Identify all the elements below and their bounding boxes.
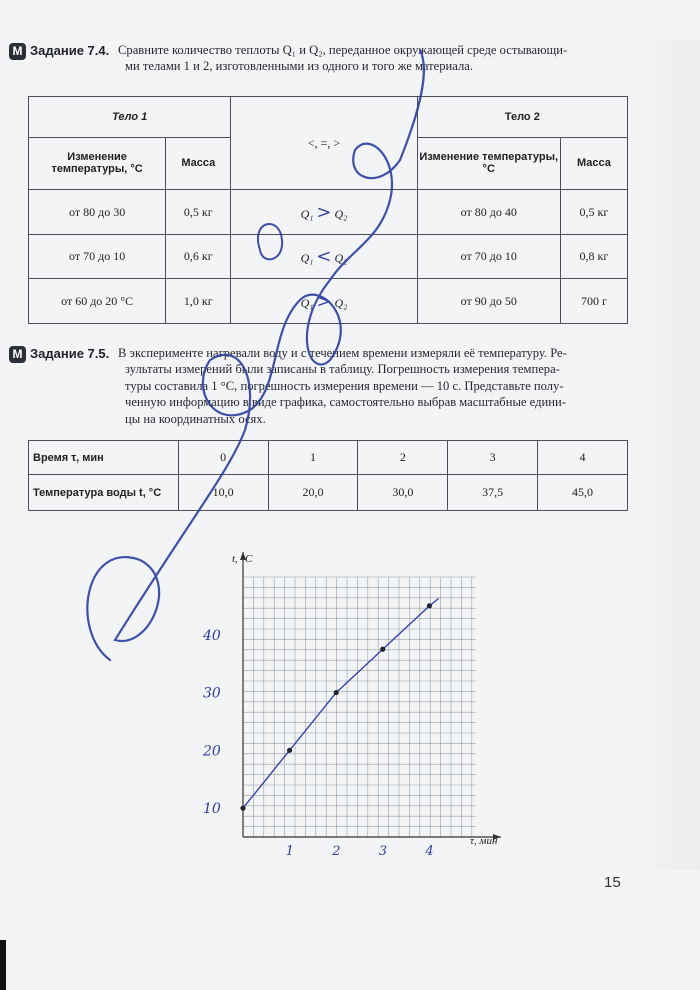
row1-t1: от 80 до 30: [29, 190, 166, 235]
x-tick-label: 2: [332, 844, 341, 859]
temp-cell: 20,0: [268, 475, 358, 511]
task-7-4-title: Задание 7.4.: [30, 43, 110, 58]
x-tick-label: 4: [425, 844, 434, 859]
y-tick-label: 30: [203, 685, 221, 702]
x-tick-label: 1: [285, 844, 294, 859]
handwritten-scrawl-2: [258, 224, 282, 259]
task-7-5-line: В эксперименте нагревали воду и с течением времени измеряли её температуру. Ре-: [118, 346, 567, 360]
graph-series: [240, 598, 438, 810]
body1-mass-col: Масса: [166, 137, 231, 190]
row2-m2: 0,8 кг: [560, 234, 627, 279]
time-cell: 2: [358, 441, 448, 475]
body1-header: Тело 1: [29, 97, 231, 138]
row3-m2: 700 г: [560, 279, 627, 324]
row3-t1: от 60 до 20 °C: [29, 279, 166, 324]
row1-compare: Q₁ > Q₂: [231, 190, 417, 235]
task-7-5-line: зультаты измерений были записаны в таблицу. Погрешность измерения темпера-: [125, 362, 560, 377]
row3-t2: от 90 до 50: [417, 279, 560, 324]
compare-header: <, =, >: [231, 97, 417, 190]
graph-axes: [240, 552, 501, 840]
row2-t2: от 70 до 10: [417, 234, 560, 279]
task-method-icon: М: [9, 43, 26, 60]
task-7-5-line: ченную информацию в виде графика, самостоятельно выбрав масштабные едини-: [125, 395, 566, 410]
temp-cell: 37,5: [448, 475, 538, 511]
body2-mass-col: Масса: [560, 137, 627, 190]
x-axis-label: τ, мин: [470, 835, 498, 847]
handwritten-scrawl: [87, 50, 424, 660]
row3-compare: Q₁ > Q₂: [231, 279, 417, 324]
y-axis-label: t, °C: [232, 553, 253, 565]
row3-m1: 1,0 кг: [166, 279, 231, 324]
time-cell: 3: [448, 441, 538, 475]
task-7-5-line: цы на координатных осях.: [125, 411, 266, 426]
y-tick-label: 40: [203, 627, 221, 644]
y-tick-label: 20: [203, 743, 221, 760]
temp-cell: 45,0: [538, 475, 628, 511]
row2-m1: 0,6 кг: [166, 234, 231, 279]
page-number: 15: [604, 874, 621, 891]
body2-temp-col: Изменение температуры, °C: [417, 137, 560, 190]
row2-compare: Q₁ < Q₂: [231, 234, 417, 279]
time-cell: 4: [538, 441, 628, 475]
data-point: [334, 690, 339, 695]
time-cell: 1: [268, 441, 358, 475]
y-tick-label: 10: [203, 801, 221, 818]
body1-temp-col: Изменение температуры, °C: [29, 137, 166, 190]
row1-t2: от 80 до 40: [417, 190, 560, 235]
x-tick-label: 3: [378, 844, 388, 859]
graph-grid: [243, 577, 476, 837]
row1-m2: 0,5 кг: [560, 190, 627, 235]
body2-header: Тело 2: [417, 97, 627, 138]
time-row-label: Время τ, мин: [29, 441, 179, 475]
data-point: [380, 647, 385, 652]
row1-m1: 0,5 кг: [166, 190, 231, 235]
data-point: [427, 603, 432, 608]
task-7-5-line: туры составила 1 °C, погрешность измерения времени — 10 с. Представьте полу-: [125, 378, 564, 393]
row2-t1: от 70 до 10: [29, 234, 166, 279]
task-7-5-title: Задание 7.5.: [30, 346, 110, 361]
data-point: [240, 806, 245, 811]
task-7-4-line1: Сравните количество теплоты Q₁ и Q₂, переданное окружающей среде остывающи-: [118, 43, 568, 57]
temp-cell: 30,0: [358, 475, 448, 511]
task-method-icon: М: [9, 346, 26, 363]
time-cell: 0: [178, 441, 268, 475]
data-point: [287, 748, 292, 753]
temp-cell: 10,0: [178, 475, 268, 511]
temp-row-label: Температура воды t, °C: [29, 475, 179, 511]
task-7-4-line2: ми телами 1 и 2, изготовленными из одного и того же материала.: [125, 59, 474, 74]
